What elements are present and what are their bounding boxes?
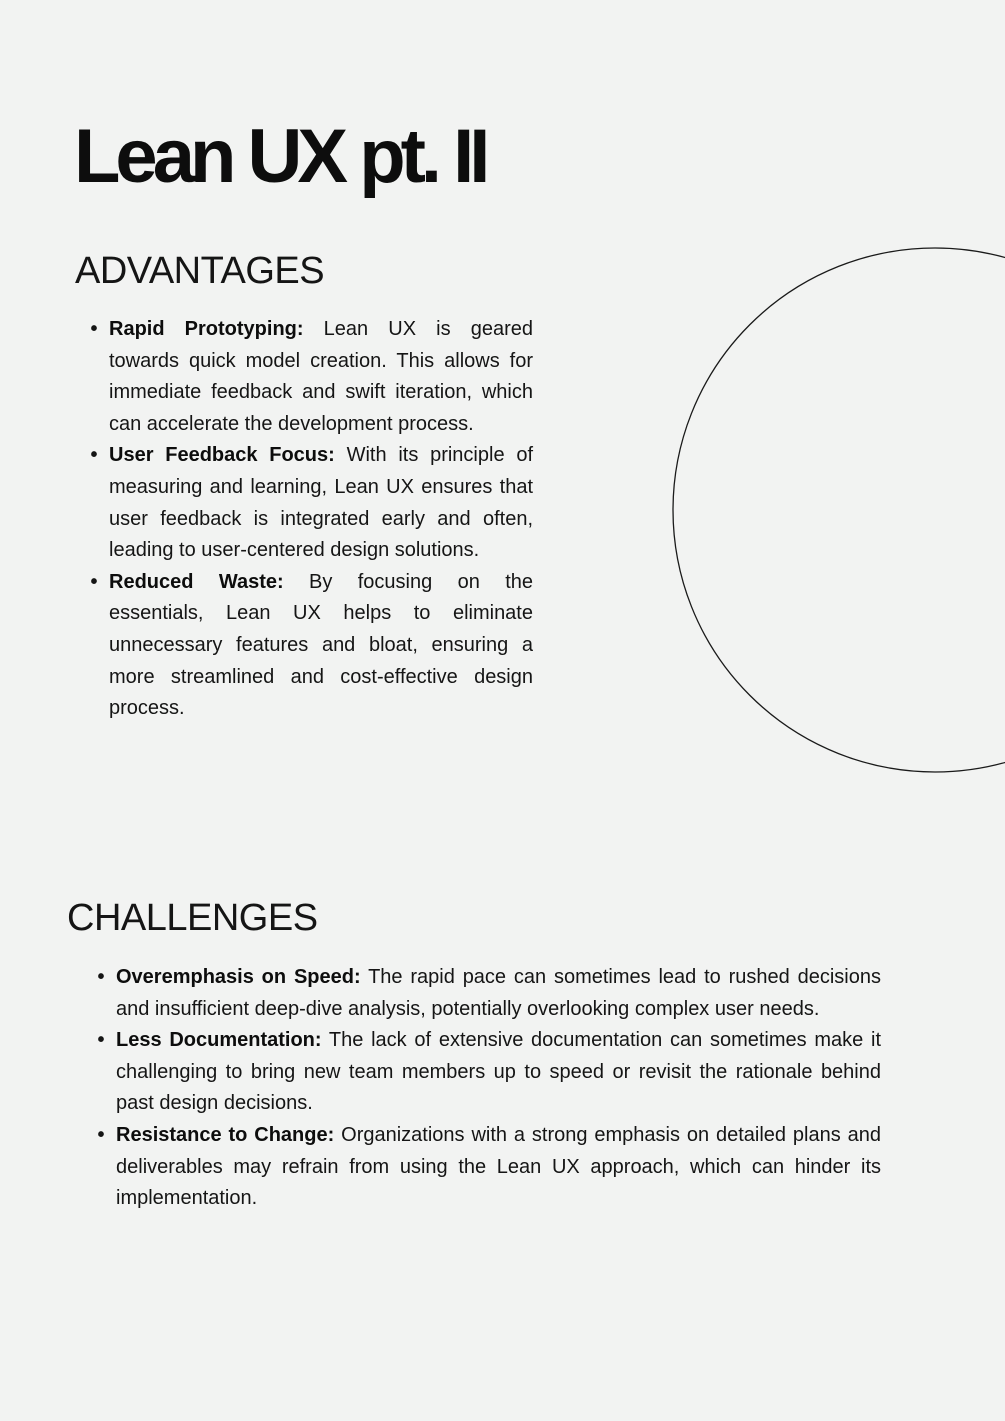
list-item <box>97 1025 882 1120</box>
list-item <box>97 1120 881 1215</box>
list-item <box>97 962 881 1025</box>
item-term: Less Documentation: <box>116 1029 322 1052</box>
list-item <box>90 440 533 566</box>
bullet-icon: • <box>97 966 105 988</box>
circle-outline <box>673 248 1005 772</box>
item-term: User Feedback Focus: <box>109 444 335 467</box>
bullet-icon: • <box>90 570 98 593</box>
advantages-heading: ADVANTAGES <box>75 250 325 292</box>
advantages-list <box>90 314 534 725</box>
list-item <box>90 314 534 440</box>
bullet-icon: • <box>97 1029 105 1052</box>
item-text: With its principle of measuring and learning, Lean UX ensures that user feedback is integrated early and often, leading to user-centered design solutions. <box>109 444 533 562</box>
item-term: Resistance to Change: <box>116 1123 335 1146</box>
bullet-icon: • <box>90 318 98 340</box>
bullet-icon: • <box>90 444 98 467</box>
page-title: Lean UX pt. II <box>74 114 486 199</box>
list-item <box>90 567 534 725</box>
item-text: Lean UX is geared towards quick model creation. This allows for immediate feedback and swift iteration, which can accelerate the development process. <box>109 318 534 435</box>
item-text: The rapid pace can sometimes lead to rushed decisions and insufficient deep-dive analysis, potentially overlooking complex user needs. <box>116 966 881 1020</box>
item-text: The lack of extensive documentation can sometimes make it challenging to bring new team members up to speed or revisit the rationale behind past design decisions. <box>116 1029 882 1115</box>
item-term: Rapid Prototyping: <box>109 318 304 340</box>
challenges-list <box>97 962 882 1215</box>
challenges-heading: CHALLENGES <box>67 897 318 939</box>
item-term: Overemphasis on Speed: <box>116 966 361 988</box>
item-text: Organizations with a strong emphasis on detailed plans and deliverables may refrain from using the Lean UX approach, which can hinder its implementation. <box>116 1123 881 1210</box>
bullet-icon: • <box>97 1123 105 1146</box>
item-text: By focusing on the essentials, Lean UX helps to eliminate unnecessary features and bloat, ensuring a more streamlined and cost-effective design process. <box>109 570 534 720</box>
item-term: Reduced Waste: <box>109 570 284 593</box>
